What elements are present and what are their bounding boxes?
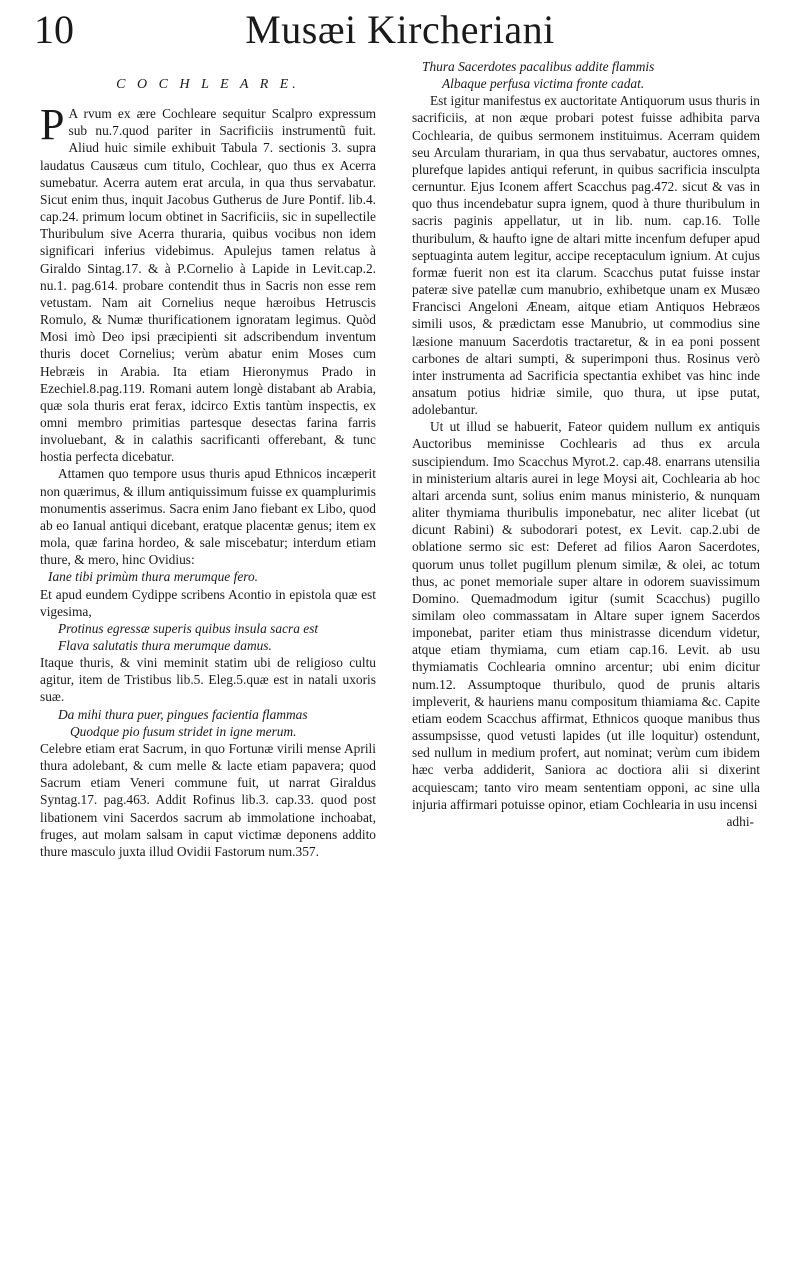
paragraph: Celebre etiam erat Sacrum, in quo Fortunæ virili mense Aprili thura adolebant, & cum melle & lacte etiam papavera; quod Sacrum etiam Veneri commune fuit, ut narrat Giraldus Syntag.17. pag.463. Addit Rofinus lib.3. cap.33. quod post libationem vini Sacerdos sacrum ab immolatione inchoabat, fruges, aut molam salsam in caput victimæ deponens addito thure masculo juxta illud Ovidii Fastorum num.357. [40, 740, 376, 859]
section-heading: C O C H L E A R E. [116, 77, 300, 92]
page-header [0, 7, 800, 52]
right-column [412, 58, 760, 830]
running-head: Musæi Kircheriani [245, 7, 555, 52]
paragraph: Et apud eundem Cydippe scribens Acontio in epistola quæ est vigesima, [40, 586, 376, 619]
verse-quote: Quodque pio fusum stridet in igne merum. [70, 723, 297, 739]
verse-quote: Da mihi thura puer, pingues facientia flammas [58, 706, 308, 722]
verse-quote: Flava salutatis thura merumque damus. [58, 638, 272, 653]
drop-cap: P [40, 100, 65, 150]
paragraph: Ut ut illud se habuerit, Fateor quidem nullum ex antiquis Auctoribus meminisse Cochlearis ad thus ex arcula suscipiendum. Imo Scacchus Myrot.2. cap.48. enarrans utensilia in ministerium altaris aurei in lege Moysi ait, Cochlearia ab hoc altari arcenda sunt, solius enim manus ministerio, & nunquam aliter thymiama thuribulis imponebatur, nec aliter licebat (ut dicunt Rabini) & subodorari potest, ex Levit. cap.2.ubi de oblatione sermo sic est: Deferet ad filios Aaron Sacerdotes, quorum unus tollet pugillum plenum similæ, & olei, ac totum thus, ac ponet memoriale super altare in odorem suavissimum Domino. Quemadmodum igitur (sumit Scacchus) pugillo similam oleo commassatam in Altare super ignem Sacerdos imponebat, pariter etiam thus ministrasse dicendum videtur, atque etiam thymiama, cum etiam cap.16. Levit. ab usu thymiamatis Cochlearia omnino arcentur; ubi enim dicitur num.12. Assumptoque thuribulo, quod de prunis altaris impleverit, & hauriens manu compositum thiamiama &c. Capite etiam eodem Scacchus affirmat, Ethnicos quoque manibus thus assumpsisse, quod vetusti lapides (ut ille loquitur) ostendunt, sed nullum in medium profert, aut nominat; verùm cum ibidem hæc verba addiderit, Saniora ac doctiora alii si dixerint acquiescam; tanto viro meam sententiam opponi, ac sine ulla injuria affirmari potuisse opinor, etiam Cochlearia in usu incensi [412, 419, 760, 812]
paragraph [40, 100, 376, 465]
paragraph: Est igitur manifestus ex auctoritate Antiquorum usus thuris in sacrificiis, at non æque probari potest fuisse adhibita parva Cochlearia, de quibus sermonem instituimus. Acerram quidem seu Arculam thurariam, in qua thus servabatur, auctores omnes, plurefque lapides antiqui referunt, in quibus sacrificia insculpta cernuntur. Ejus Iconem affert Scacchus pag.472. sicut & vas in quo thus incendebatur supra ignem, quod à thure thuribulum in sacris paginis appellatur, ut in lib. num. cap.16. Tolle thuribulum, & haufto igne de altari mitte incenfum defuper apud septuaginta autem legitur, accipe receptaculum ignium. At cujus formæ fuerit non est ita clarum. Scacchus putat fuisse instar pateræ sive patellæ cum manubrio, exhibetque unam ex Musæo Francisci Angeloni Æneam, aitque etiam Antiquos Hebræos simili usos, & prædictam esse Manubrio, ut commodius sine læsione manuum Sacerdotis tractaretur, & in ea poni possent carbones de altari sumpti, & superimponi thus. Rosinus verò inter instrumenta ad Sacrificia spectantia exhibet vas hinc inde ansatum potius hidriæ simile, quo thura, ut ipse putat, adolebantur. [412, 93, 760, 418]
paragraph-text: A rvum ex ære Cochleare sequitur Scalpro expressum sub nu.7.quod pariter in Sacrificiis instrumentũ fuit. Aliud huic simile exhibuit Tabula 7. sectionis 3. supra laudatus Causæus cum titulo, Cochlear, quo thus ex Acerra sumebatur. Acerra autem erat arcula, in qua thus servabatur. Sicut enim thus, inquit Jacobus Gutherus de Jure Pontif. lib.4. cap.24. primum locum obtinet in Sacrificiis, sic in supellectile Thuribulum sive Acerra thuraria, quibus vocibus non idem significari inferius videbimus. Apulejus tamen relatus à Giraldo Sintag.17. & à P.Cornelio à Lapide in Levit.cap.2. nu.1. pag.614. probare contendit thus in Sacris non esse rem vetustam. Nam ait Cornelius neque hæroibus Hetruscis Romulo, & Numæ thurificationem ignoratam legimus. Quòd Mosi imò Deo ipsi præcipienti sit adscribendum inventum thuris docet Cornelius; verùm abatur enim Moses cum Hebræis in Arabia. Ita etiam Hieronymus Prado in Ezechiel.8.pag.119. Romani autem longè distabant ab Arabia, quæ sola thuris erat ferax, idcirco Extis tantùm inspectis, ex omni membro primitias partesque desectas farina farris involuebant, & in calathis sacrificanti offerebant, & tunc hostia perfecta dicebatur. [40, 106, 376, 465]
paragraph: Attamen quo tempore usus thuris apud Ethnicos incæperit non quærimus, & illum antiquissimum fuisse ex quamplurimis monumentis asserimus. Sacra enim Jano fiebant ex Libo, quod ab eo Ianual antiqui dicebant, eratque placentæ genus; item ex mola, quæ farina hordeo, & sale miscebatur; interdum etiam thure, & mero, hinc Ovidius: [40, 466, 376, 568]
verse-quote: Iane tibi primùm thura merumque fero. [48, 569, 259, 585]
verse-quote: Protinus egressæ superis quibus insula sacra est [58, 620, 319, 636]
page-number: 10 [34, 7, 74, 52]
verse-quote: Thura Sacerdotes pacalibus addite flammis [422, 59, 655, 74]
catchword: adhi- [726, 813, 754, 829]
paragraph: Itaque thuris, & vini meminit statim ubi de religioso cultu agitur, item de Tristibus lib.5. Eleg.5.quæ est in natali uxoris suæ. [40, 655, 376, 705]
left-column [40, 58, 376, 860]
verse-quote: Albaque perfusa victima fronte cadat. [442, 76, 645, 92]
